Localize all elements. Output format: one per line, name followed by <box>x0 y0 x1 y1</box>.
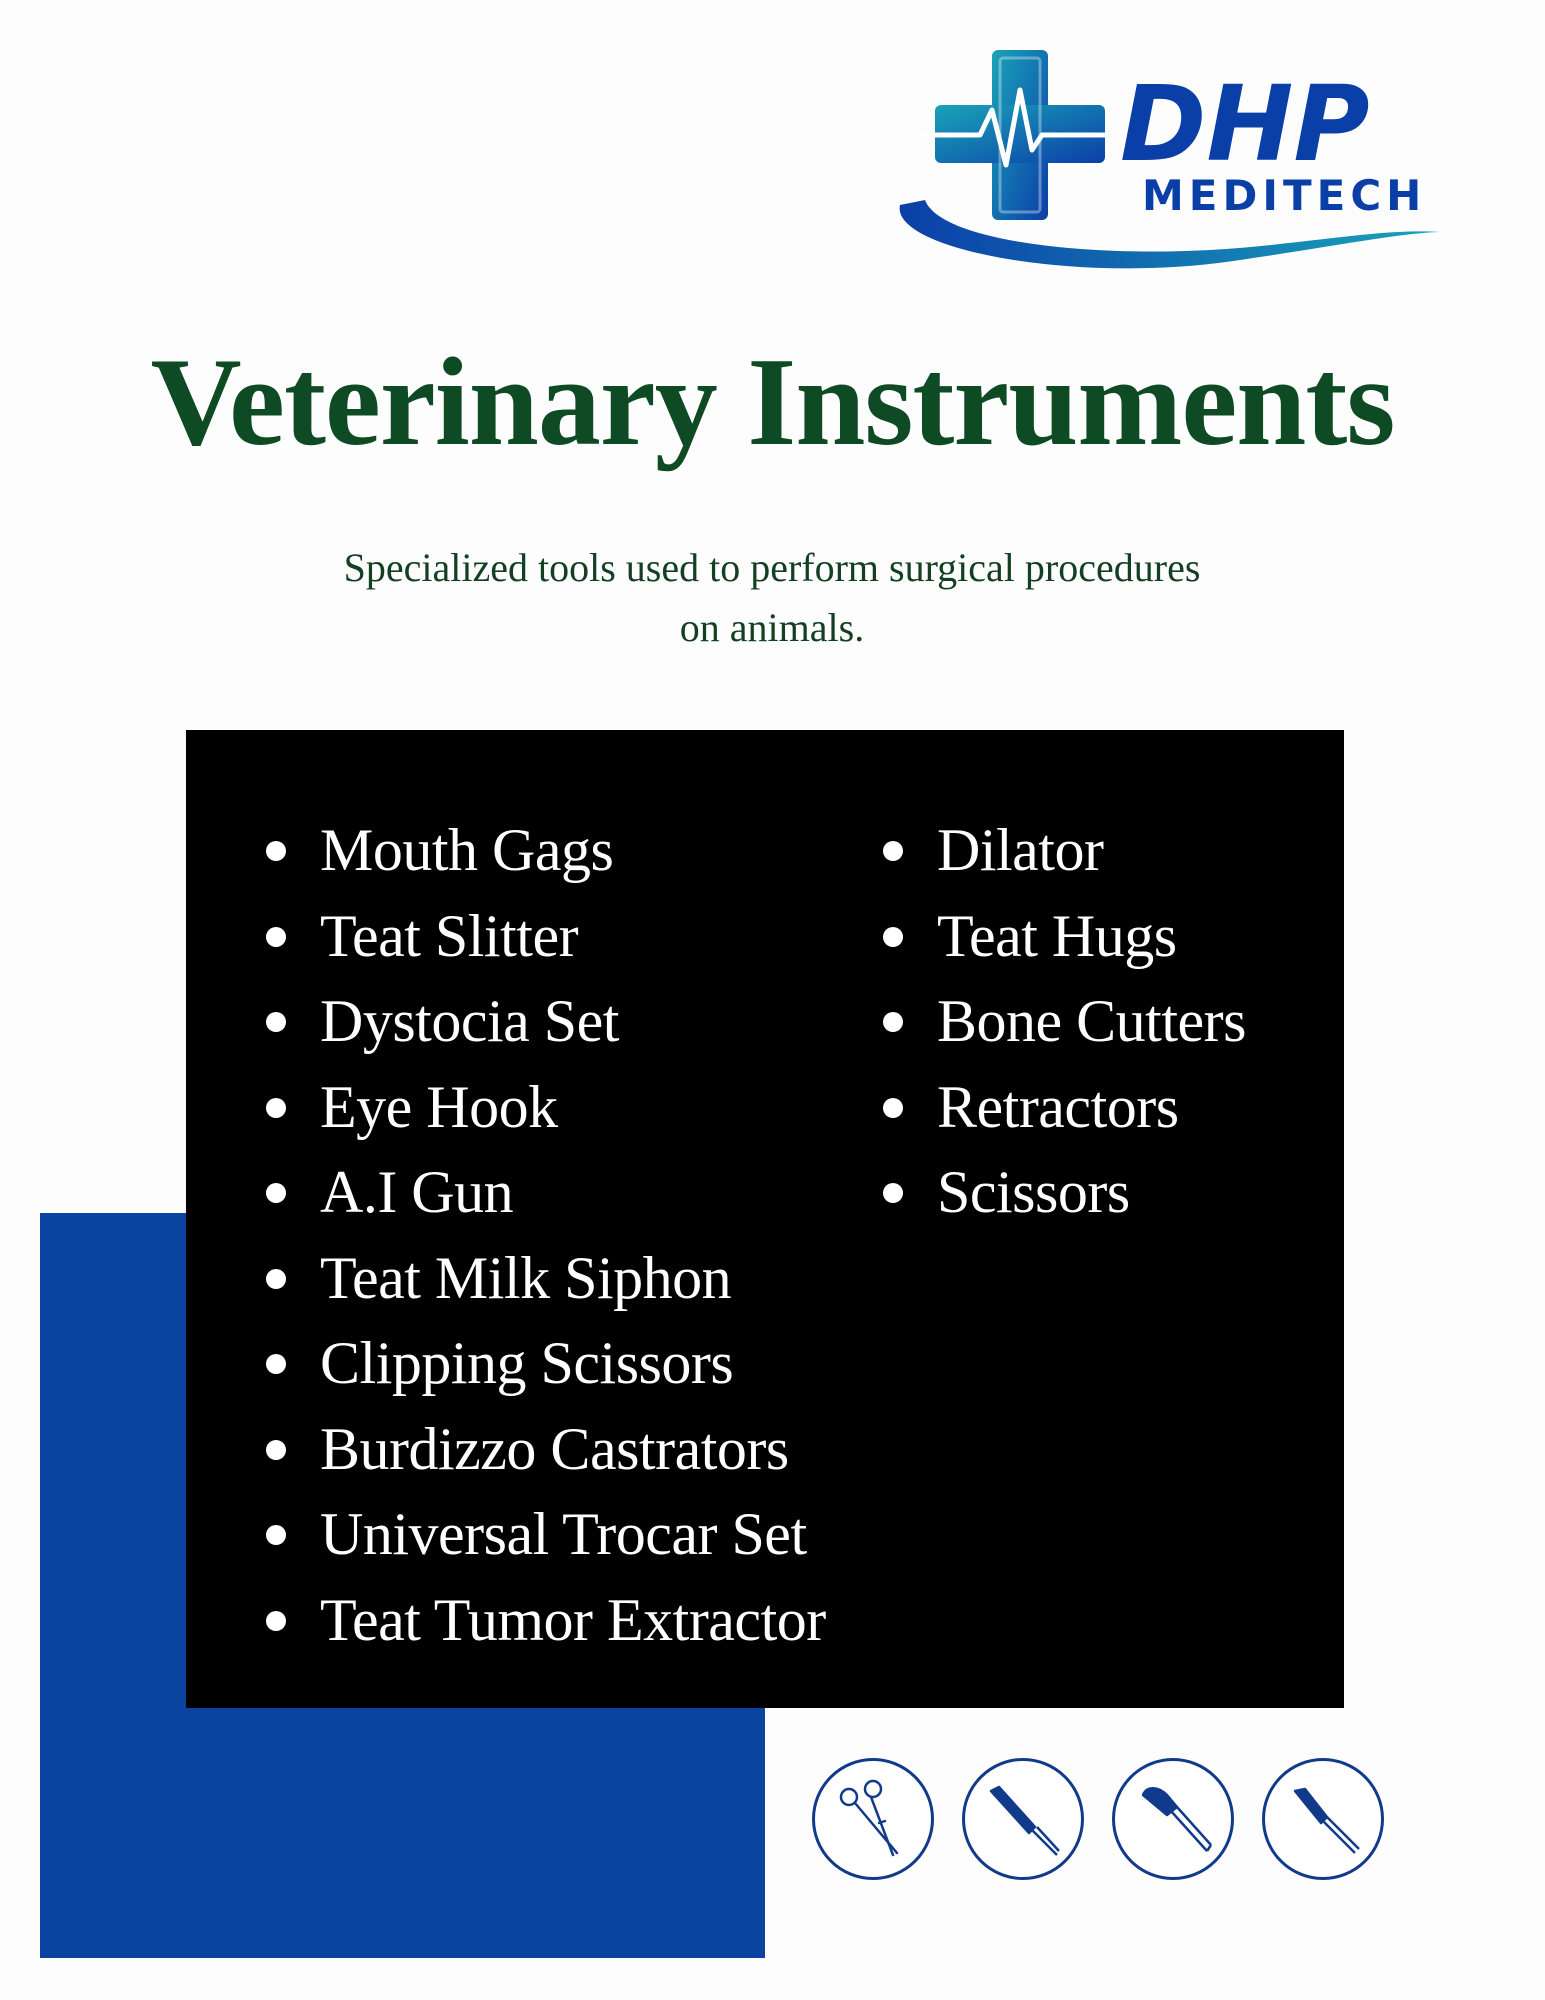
instrument-list-right <box>883 808 1246 1236</box>
list-item: Teat Tumor Extractor <box>266 1578 826 1664</box>
list-item: Scissors <box>883 1150 1246 1236</box>
page-title: Veterinary Instruments <box>150 333 1395 472</box>
list-item: Universal Trocar Set <box>266 1492 826 1578</box>
bullet-icon <box>883 841 903 861</box>
subtitle-line-2: on animals. <box>679 605 865 650</box>
surgical-blade-icon <box>1112 1758 1234 1880</box>
list-item: Bone Cutters <box>883 979 1246 1065</box>
list-item: Eye Hook <box>266 1065 826 1151</box>
list-item: Retractors <box>883 1065 1246 1151</box>
instrument-list-left <box>266 808 826 1663</box>
bullet-icon <box>266 1525 286 1545</box>
list-item: Mouth Gags <box>266 808 826 894</box>
scalpel-icon <box>962 1758 1084 1880</box>
list-item: Burdizzo Castrators <box>266 1407 826 1493</box>
instrument-list-panel <box>186 730 1344 1708</box>
list-item: Dilator <box>883 808 1246 894</box>
bullet-icon <box>266 841 286 861</box>
forceps-icon <box>812 1758 934 1880</box>
bullet-icon <box>883 1012 903 1032</box>
bullet-icon <box>266 1269 286 1289</box>
bullet-icon <box>883 1183 903 1203</box>
bullet-icon <box>266 1354 286 1374</box>
logo-graphic <box>880 50 1450 280</box>
bullet-icon <box>266 1098 286 1118</box>
bullet-icon <box>266 1183 286 1203</box>
bullet-icon <box>266 927 286 947</box>
brand-logo <box>880 50 1450 280</box>
list-item: Dystocia Set <box>266 979 826 1065</box>
list-item: Clipping Scissors <box>266 1321 826 1407</box>
brand-name: DHP <box>1120 63 1370 185</box>
list-item: A.I Gun <box>266 1150 826 1236</box>
probe-icon <box>1262 1758 1384 1880</box>
instrument-icons <box>812 1758 1392 1888</box>
bullet-icon <box>883 927 903 947</box>
list-item: Teat Slitter <box>266 894 826 980</box>
list-item: Teat Hugs <box>883 894 1246 980</box>
bullet-icon <box>266 1012 286 1032</box>
page-subtitle <box>222 538 1322 658</box>
bullet-icon <box>266 1611 286 1631</box>
list-item: Teat Milk Siphon <box>266 1236 826 1322</box>
brand-tagline: MEDITECH <box>1142 171 1427 220</box>
subtitle-line-1: Specialized tools used to perform surgical procedures <box>343 545 1201 590</box>
bullet-icon <box>883 1098 903 1118</box>
bullet-icon <box>266 1440 286 1460</box>
